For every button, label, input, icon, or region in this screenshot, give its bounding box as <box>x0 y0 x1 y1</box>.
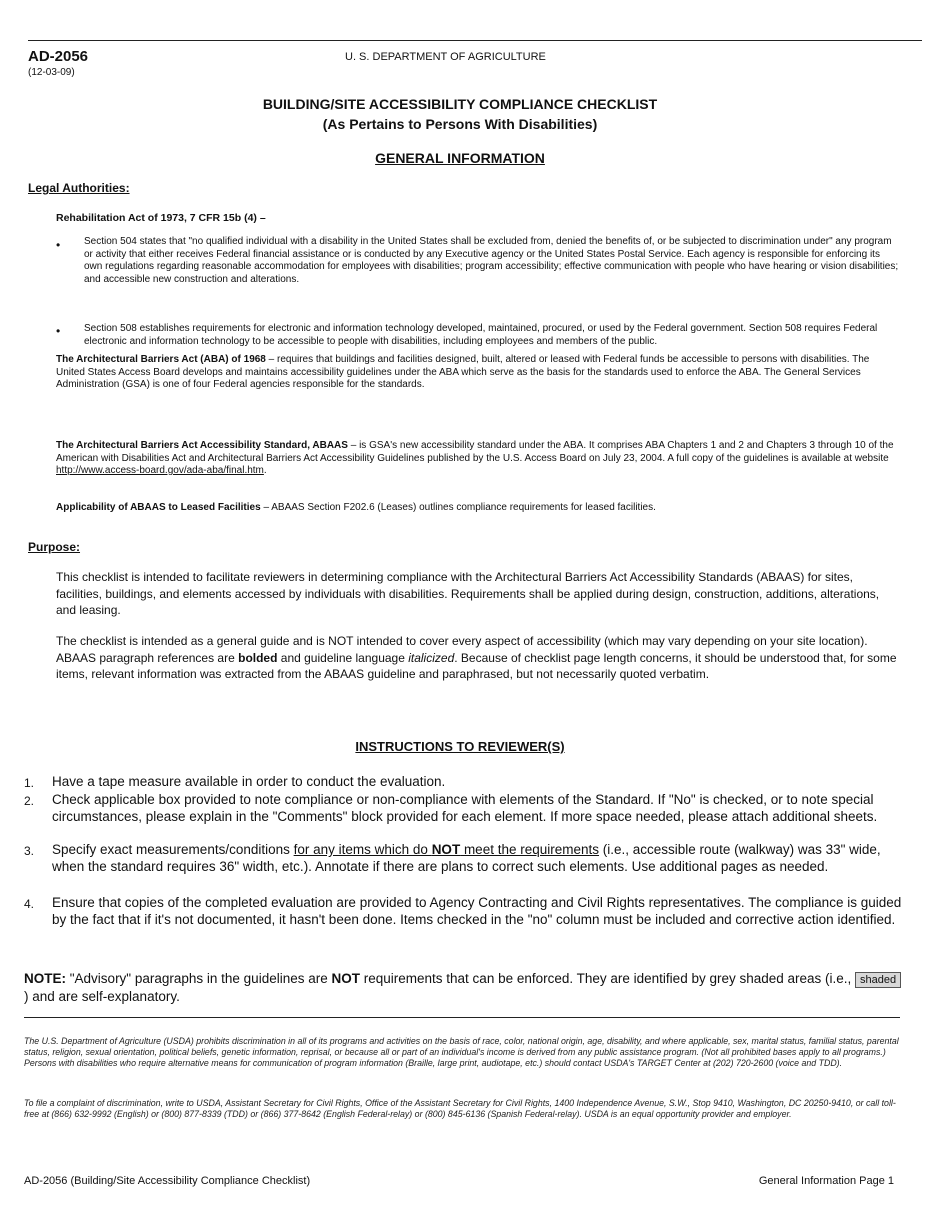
instruction-item-3 <box>52 842 908 876</box>
instruction-item-2: Check applicable box provided to note compliance or non-compliance with elements of the Standard. If "No" is checked, or to note special circumstances, please explain in the "Comments" block provided for each element. If more space needed, please attach additional sheets. <box>52 792 878 824</box>
section-508-text: Section 508 establishes requirements for electronic and information technology developed, maintained, procured, or used by the Federal government. Section 508 requires Federal electronic and information technology to be accessible to people with disabilities, including employees and members of the public. <box>84 323 878 347</box>
purpose-text-b: and guideline language <box>277 650 409 665</box>
aba-bold: The Architectural Barriers Act (ABA) of 1968 <box>56 354 266 365</box>
section-title: GENERAL INFORMATION <box>375 150 545 166</box>
instruction-item-4: Ensure that copies of the completed evaluation are provided to Agency Contracting and Civil Rights representatives. The compliance is guided by the fact that if it's not documented, it hasn't been done. Items checked in the "no" column must be included and corrective action identified. <box>52 895 902 927</box>
purpose-text-c: . Because of checklist page length concerns, it should be understood that, for some items, relevant information was extracted from the ABAAS guideline and paraphrased, but not necessarily quoted verbatim. <box>56 650 897 681</box>
note-label: NOTE: <box>24 971 66 986</box>
shaded-sample: shaded <box>855 972 901 988</box>
purpose-heading: Purpose: <box>28 540 81 554</box>
note-bold: NOT <box>331 971 360 986</box>
aba-paragraph <box>56 354 896 392</box>
abaas-guidelines-link[interactable]: http://www.access-board.gov/ada-aba/final.htm <box>56 465 264 476</box>
note-text-b: requirements that can be enforced. They are identified by grey shaded areas (i.e., <box>360 971 856 986</box>
purpose-text-a: The checklist is intended as a general guide and is NOT intended to cover every aspect of accessibility (which may vary depending on your site location). ABAAS paragraph references are <box>56 634 868 665</box>
page-title: BUILDING/SITE ACCESSIBILITY COMPLIANCE CHECKLIST <box>262 96 658 112</box>
applicability-text: – ABAAS Section F202.6 (Leases) outlines compliance requirements for leased facilities. <box>260 502 656 513</box>
legal-authorities-heading: Legal Authorities: <box>28 181 130 195</box>
footer-form-title: AD-2056 (Building/Site Accessibility Compliance Checklist) <box>24 1175 311 1187</box>
bullet-icon: • <box>56 238 61 252</box>
item3-text-b: (i.e., accessible route (walkway) was 33" wide, when the standard requires 36" width, etc.). Annotate if there are plans to correct such elements. Use additional pages as needed. <box>52 842 881 874</box>
applicability-bold: Applicability of ABAAS to Leased Facilities <box>56 502 261 513</box>
footer-page-number: General Information Page 1 <box>758 1175 894 1187</box>
abaas-end: . <box>263 465 267 476</box>
complaint-statement: To file a complaint of discrimination, write to USDA, Assistant Secretary for Civil Rights, Office of the Assistant Secretary for Civil Rights, 1400 Independence Avenue, S.W., Stop 9410, Washington, DC 20250-9410, or call toll-free at (866) 632-9992 (English) or (800) 877-8339 (TDD) or (866) 377-8642 (English Federal-relay) or (800) 845-6136 (Spanish Federal-relay). USDA is an equal opportunity provider and employer. <box>24 1098 896 1119</box>
footer-rule <box>24 1017 900 1018</box>
list-number: 2. <box>24 794 35 808</box>
item3-underlined-bold: NOT <box>431 842 461 857</box>
item3-underlined-b: meet the requirements <box>460 842 600 857</box>
section-504-text: Section 504 states that "no qualified individual with a disability in the United States shall be excluded from, denied the benefits of, or be subjected to discrimination under" any program or activity that either receives Federal financial assistance or is conducted by any Executive agency or the United States Postal Service. Each agency is responsible for enforcing its own regulations regarding reasonable accommodation for employees with disabilities; program accessibility; effective communication with people who have hearing or vision disabilities; and accessible new construction and alterations. <box>84 236 899 285</box>
instruction-item-1: Have a tape measure available in order to conduct the evaluation. <box>52 774 446 789</box>
list-number: 4. <box>24 897 35 911</box>
nondiscrimination-statement: The U.S. Department of Agriculture (USDA) prohibits discrimination in all of its programs and activities on the basis of race, color, national origin, age, disability, and where applicable, sex, marital status, familial status, parental status, religion, sexual orientation, political beliefs, genetic information, reprisal, or because all or part of an individual's income is derived from any public assistance program. (Not all prohibited bases apply to all programs.) Persons with disabilities who require alternative means for communication of program information (Braille, large print, audiotape, etc.) should contact USDA's TARGET Center at (202) 720-2600 (voice and TDD). <box>24 1036 899 1068</box>
purpose-paragraph-1: This checklist is intended to facilitate reviewers in determining compliance with the Architectural Barriers Act Accessibility Standards (ABAAS) for sites, facilities, buildings, and elements accessed by individuals with disabilities. Requirements shall be applied during design, construction, additions, alterations, and leasing. <box>56 570 880 617</box>
list-number: 1. <box>24 776 35 790</box>
aba-text: – requires that buildings and facilities designed, built, altered or leased with Federal funds be accessible to persons with disabilities. The United States Access Board develops and maintains accessibility guidelines under the ABA which serve as the basis for the standards used to enforce the ABA. The General Services Administration (GSA) is one of four Federal agencies responsible for the standards. <box>56 354 870 390</box>
item3-text-a: Specify exact measurements/conditions <box>52 842 294 857</box>
purpose-paragraph-2 <box>56 633 900 683</box>
abaas-text: – is GSA's new accessibility standard under the ABA. It comprises ABA Chapters 1 and 2 and Chapters 3 through 10 of the American with Disabilities Act and Architectural Barriers Act Accessibility Guidelines published by the U.S. Access Board on July 23, 2004. A full copy of the guidelines is available at website <box>56 440 894 464</box>
department-name: U. S. DEPARTMENT OF AGRICULTURE <box>345 51 546 63</box>
note-text-c: ) and are self-explanatory. <box>24 989 180 1004</box>
abaas-paragraph <box>56 440 896 478</box>
page-subtitle: (As Pertains to Persons With Disabilities) <box>322 116 598 132</box>
purpose-italic-word: italicized <box>408 650 455 665</box>
purpose-bolded-word: bolded <box>238 650 278 665</box>
rehab-act-heading: Rehabilitation Act of 1973, 7 CFR 15b (4) – <box>56 212 266 224</box>
instructions-heading: INSTRUCTIONS TO REVIEWER(S) <box>355 739 565 754</box>
form-date: (12-03-09) <box>28 67 75 78</box>
bullet-icon: • <box>56 324 61 338</box>
applicability-paragraph <box>56 502 896 515</box>
list-number: 3. <box>24 844 35 858</box>
top-rule <box>28 40 922 41</box>
item3-underlined-a: for any items which do <box>293 842 432 857</box>
note-text-a: "Advisory" paragraphs in the guidelines are <box>66 971 332 986</box>
form-number: AD-2056 <box>28 48 89 65</box>
note-paragraph <box>24 970 904 1006</box>
abaas-bold: The Architectural Barriers Act Accessibility Standard, ABAAS <box>56 440 348 451</box>
